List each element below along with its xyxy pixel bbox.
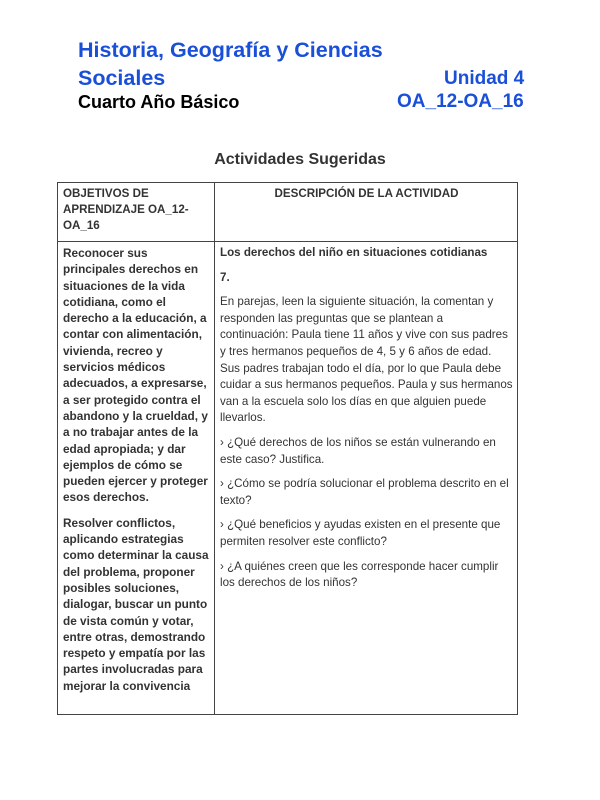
activity-intro: En parejas, leen la siguiente situación, la comentan y responden las preguntas que se plantean a continuación: Paula tiene 11 años y vive con sus padres y tres hermanos pequeños de 4, 5 y 6 años de edad. Sus padres trabajan todo el día, por lo que Paula debe cuidar a sus hermanos pequeños. Paula y sus hermanos van a la escuela solo los días en que alguien puede llevarlos. bbox=[220, 295, 513, 425]
objective-conflicts: Resolver conflictos, aplicando estrategias como determinar la causa del problema, proponer posibles soluciones, dialogar, buscar un punto de vista común y votar, entre otras, demostrando respeto y empatía por las partes involucradas para mejorar la convivencia bbox=[63, 515, 209, 693]
section-heading: Actividades Sugeridas bbox=[214, 151, 386, 168]
objective-rights: Reconocer sus principales derechos en situaciones de la vida cotidiana, como el derecho a la educación, a contar con alimentación, vivienda, recreo y servicios médicos adecuados, a expresarse, a ser protegido contra el abandono y la crueldad, y a no trabajar antes de la edad apropiada; y dar ejemplos de cómo se pueden ejercer y proteger esos derechos. bbox=[63, 246, 208, 505]
activity-question: › ¿Qué derechos de los niños se están vulnerando en este caso? Justifica. bbox=[220, 435, 496, 466]
subject-title-line1: Historia, Geografía y Ciencias bbox=[78, 38, 383, 62]
unit-label: Unidad 4 bbox=[444, 68, 525, 89]
activity-description-cell bbox=[215, 242, 518, 715]
activity-question: › ¿Qué beneficios y ayudas existen en el presente que permiten resolver este conflicto? bbox=[220, 518, 501, 548]
activity-question: › ¿Cómo se podría solucionar el problema descrito en el texto? bbox=[220, 477, 509, 507]
grade-label: Cuarto Año Básico bbox=[78, 92, 240, 112]
table-header-row bbox=[58, 183, 518, 242]
oa-range-label: OA_12-OA_16 bbox=[397, 91, 524, 112]
activity-question: › ¿A quiénes creen que les corresponde hacer cumplir los derechos de los niños? bbox=[220, 559, 499, 590]
description-column-header: DESCRIPCIÓN DE LA ACTIVIDAD bbox=[215, 183, 518, 242]
objectives-column-header: OBJETIVOS DE APRENDIZAJE OA_12-OA_16 bbox=[58, 183, 215, 242]
activity-title: Los derechos del niño en situaciones cotidianas bbox=[220, 246, 488, 259]
activity-number: 7. bbox=[220, 270, 230, 284]
subject-title bbox=[78, 36, 383, 92]
subject-title-line2: Sociales bbox=[78, 66, 166, 90]
table-row bbox=[58, 242, 518, 715]
activities-table bbox=[57, 182, 518, 715]
objectives-cell bbox=[58, 242, 215, 715]
